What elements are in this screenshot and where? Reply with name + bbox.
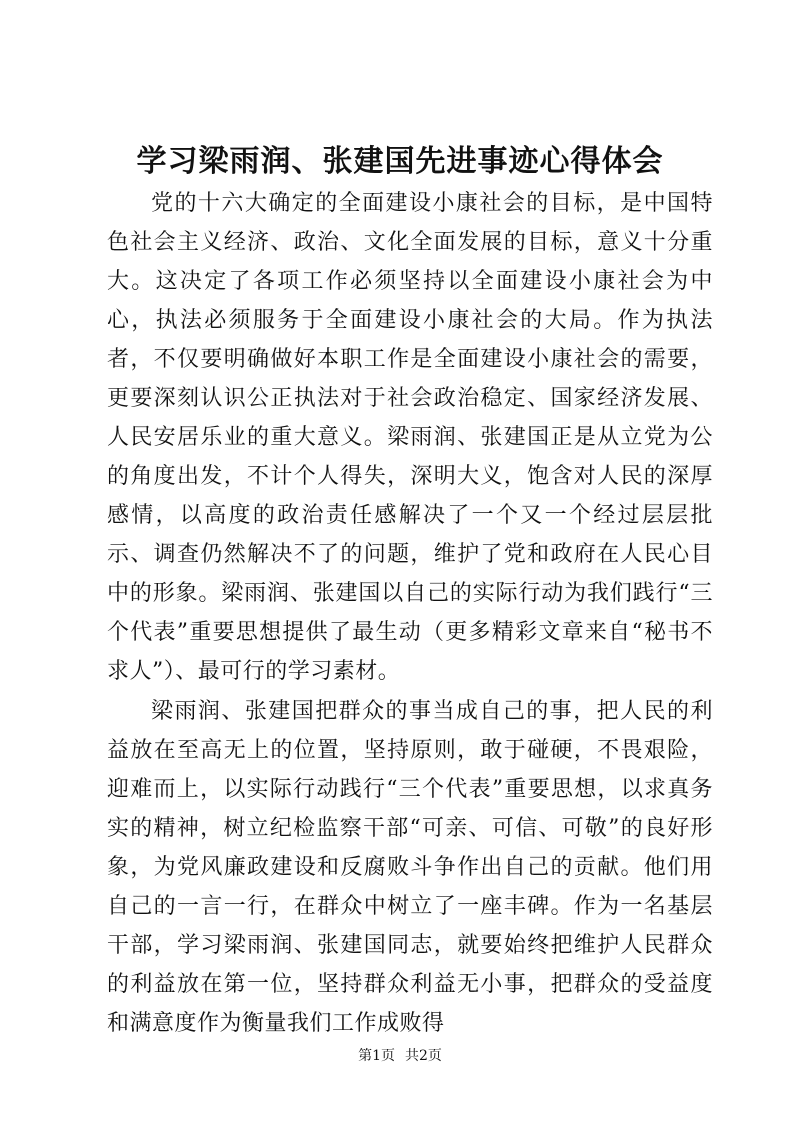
page-title: 学习梁雨润、张建国先进事迹心得体会 xyxy=(136,144,664,179)
paragraph-2: 梁雨润、张建国把群众的事当成自己的事，把人民的利益放在至高无上的位置，坚持原则，敢于碰硬，不畏艰险，迎难而上，以实际行动践行“三个代表”重要思想，以求真务实的精神，树立纪检监察干部“可亲、可信、可敬”的良好形象，为党风廉政建设和反腐败斗争作出自己的贡献。他们用自己的一言一行，在群众中树立了一座丰碑。作为一名基层干部，学习梁雨润、张建国同志，就要始终把维护人民群众的利益放在第一位，坚持群众利益无小事，把群众的受益度和满意度作为衡量我们工作成败得 xyxy=(107,699,713,1036)
document-body xyxy=(107,184,713,1043)
page-number-total: 共2页 xyxy=(405,1048,442,1064)
page-footer xyxy=(0,1046,800,1066)
page-number-current: 第1页 xyxy=(358,1048,395,1064)
paragraph-1: 党的十六大确定的全面建设小康社会的目标，是中国特色社会主义经济、政治、文化全面发展的目标，意义十分重大。这决定了各项工作必须坚持以全面建设小康社会为中心，执法必须服务于全面建设小康社会的大局。作为执法者，不仅要明确做好本职工作是全面建设小康社会的需要，更要深刻认识公正执法对于社会政治稳定、国家经济发展、人民安居乐业的重大意义。梁雨润、张建国正是从立党为公的角度出发，不计个人得失，深明大义，饱含对人民的深厚感情，以高度的政治责任感解决了一个又一个经过层层批示、调查仍然解决不了的问题，维护了党和政府在人民心目中的形象。梁雨润、张建国以自己的实际行动为我们践行“三个代表”重要思想提供了最生动（更多精彩文章来自“秘书不求人”）、最可行的学习素材。 xyxy=(107,191,713,684)
